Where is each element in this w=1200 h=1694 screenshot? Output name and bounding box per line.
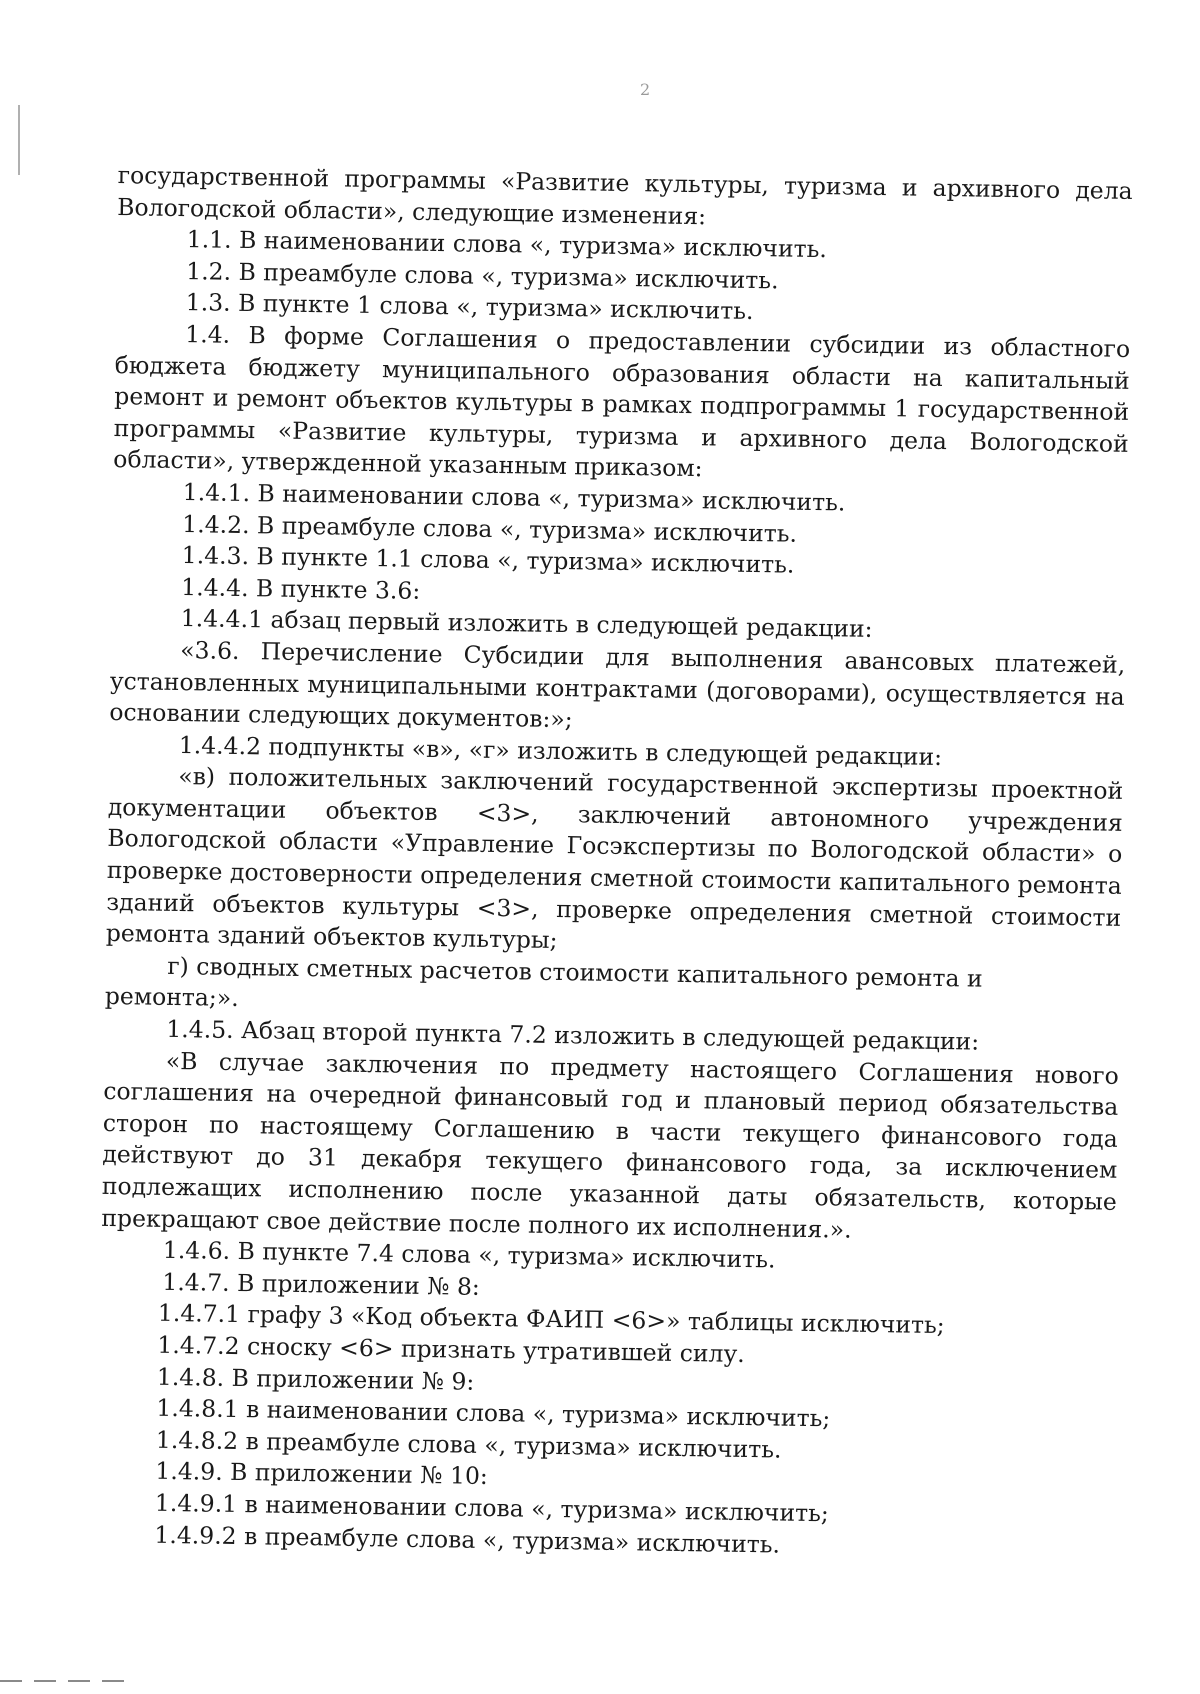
paragraph: 1.4.4. В пункте 3.6: [181, 572, 421, 605]
paragraph: 1.4.7. В приложении № 8: [162, 1267, 481, 1301]
paragraph: 1.4.1. В наименовании слова «, туризма» исключить. [182, 477, 846, 517]
paragraph: государственной программы «Развитие культуры, туризма и архивного дела Вологодской области», следующие изменения: [117, 160, 1133, 230]
paragraph: 1.4.6. В пункте 7.4 слова «, туризма» исключить. [162, 1236, 776, 1274]
scan-bottom-mark [0, 1680, 130, 1682]
page-number: 2 [640, 80, 651, 99]
paragraph: 1.4.8.2 в преамбуле слова «, туризма» исключить. [155, 1425, 782, 1464]
paragraph: 1.4.9. В приложении № 10: [155, 1457, 489, 1491]
paragraph: «В случае заключения по предмету настоящего Соглашения нового соглашения на очередной финансовый год и плановый период обязательства сторон по настоящему Соглашению в части текущего финансового года действуют до 31 декабря текущего финансового года, за исключением подлежащих исполнению после указанной даты обязательств, которые прекращают свое действие после полного их исполнения.». [101, 1046, 1119, 1244]
paragraph: 1.4.4.2 подпункты «в», «г» изложить в следующей редакции: [178, 730, 943, 771]
paragraph: г) сводных сметных расчетов стоимости капитального ремонта и ремонта;». [104, 951, 983, 1013]
paragraph: 1.4.5. Абзац второй пункта 7.2 изложить в следующей редакции: [166, 1014, 980, 1056]
paragraph: 1.4.3. В пункте 1.1 слова «, туризма» исключить. [181, 541, 795, 579]
paragraph: «в) положительных заключений государственной экспертизы проектной документации объектов <3>, заключений автономного учреждения Вологодской области «Управление Госэкспертизы по Вологодской области» о проверке достоверности определения сметной стоимости капитального ремонта зданий объектов культуры <3>, проверке определения сметной стоимости ремонта зданий объектов культуры; [105, 762, 1124, 955]
paragraph: 1.4.2. В преамбуле слова «, туризма» исключить. [182, 509, 798, 548]
paragraph: 1.4.8. В приложении № 9: [156, 1362, 475, 1396]
paragraph: 1.4.7.2 сноску <6> признать утратившей силу. [157, 1330, 745, 1368]
paragraph: 1.3. В пункте 1 слова «, туризма» исключить. [185, 288, 754, 326]
scan-edge-mark [18, 105, 20, 175]
paragraph: 1.4.8.1 в наименовании слова «, туризма» исключить; [156, 1393, 831, 1433]
paragraph: 1.1. В наименовании слова «, туризма» исключить. [186, 225, 828, 264]
paragraph: «3.6. Перечисление Субсидии для выполнения авансовых платежей, установленных муниципальными контрактами (договорами), осуществляется на основании следующих документов:»; [109, 635, 1126, 734]
paragraph: 1.4.4.1 абзац первый изложить в следующей редакции: [180, 604, 873, 644]
document-body [96, 160, 1133, 1566]
paragraph: 1.4.9.1 в наименовании слова «, туризма» исключить; [154, 1488, 830, 1528]
paragraph: 1.2. В преамбуле слова «, туризма» исключить. [186, 256, 779, 295]
paragraph: 1.4. В форме Соглашения о предоставлении субсидии из областного бюджета бюджету муниципального образования области на капитальный ремонт и ремонт объектов культуры в рамках подпрограммы 1 государственной программы «Развитие культуры, туризма и архивного дела Вологодской области», утвержденной указанным приказом: [113, 320, 1131, 483]
paragraph: 1.4.9.2 в преамбуле слова «, туризма» исключить. [154, 1520, 781, 1559]
paragraph: 1.4.7.1 графу 3 «Код объекта ФАИП <6>» таблицы исключить; [157, 1299, 945, 1340]
